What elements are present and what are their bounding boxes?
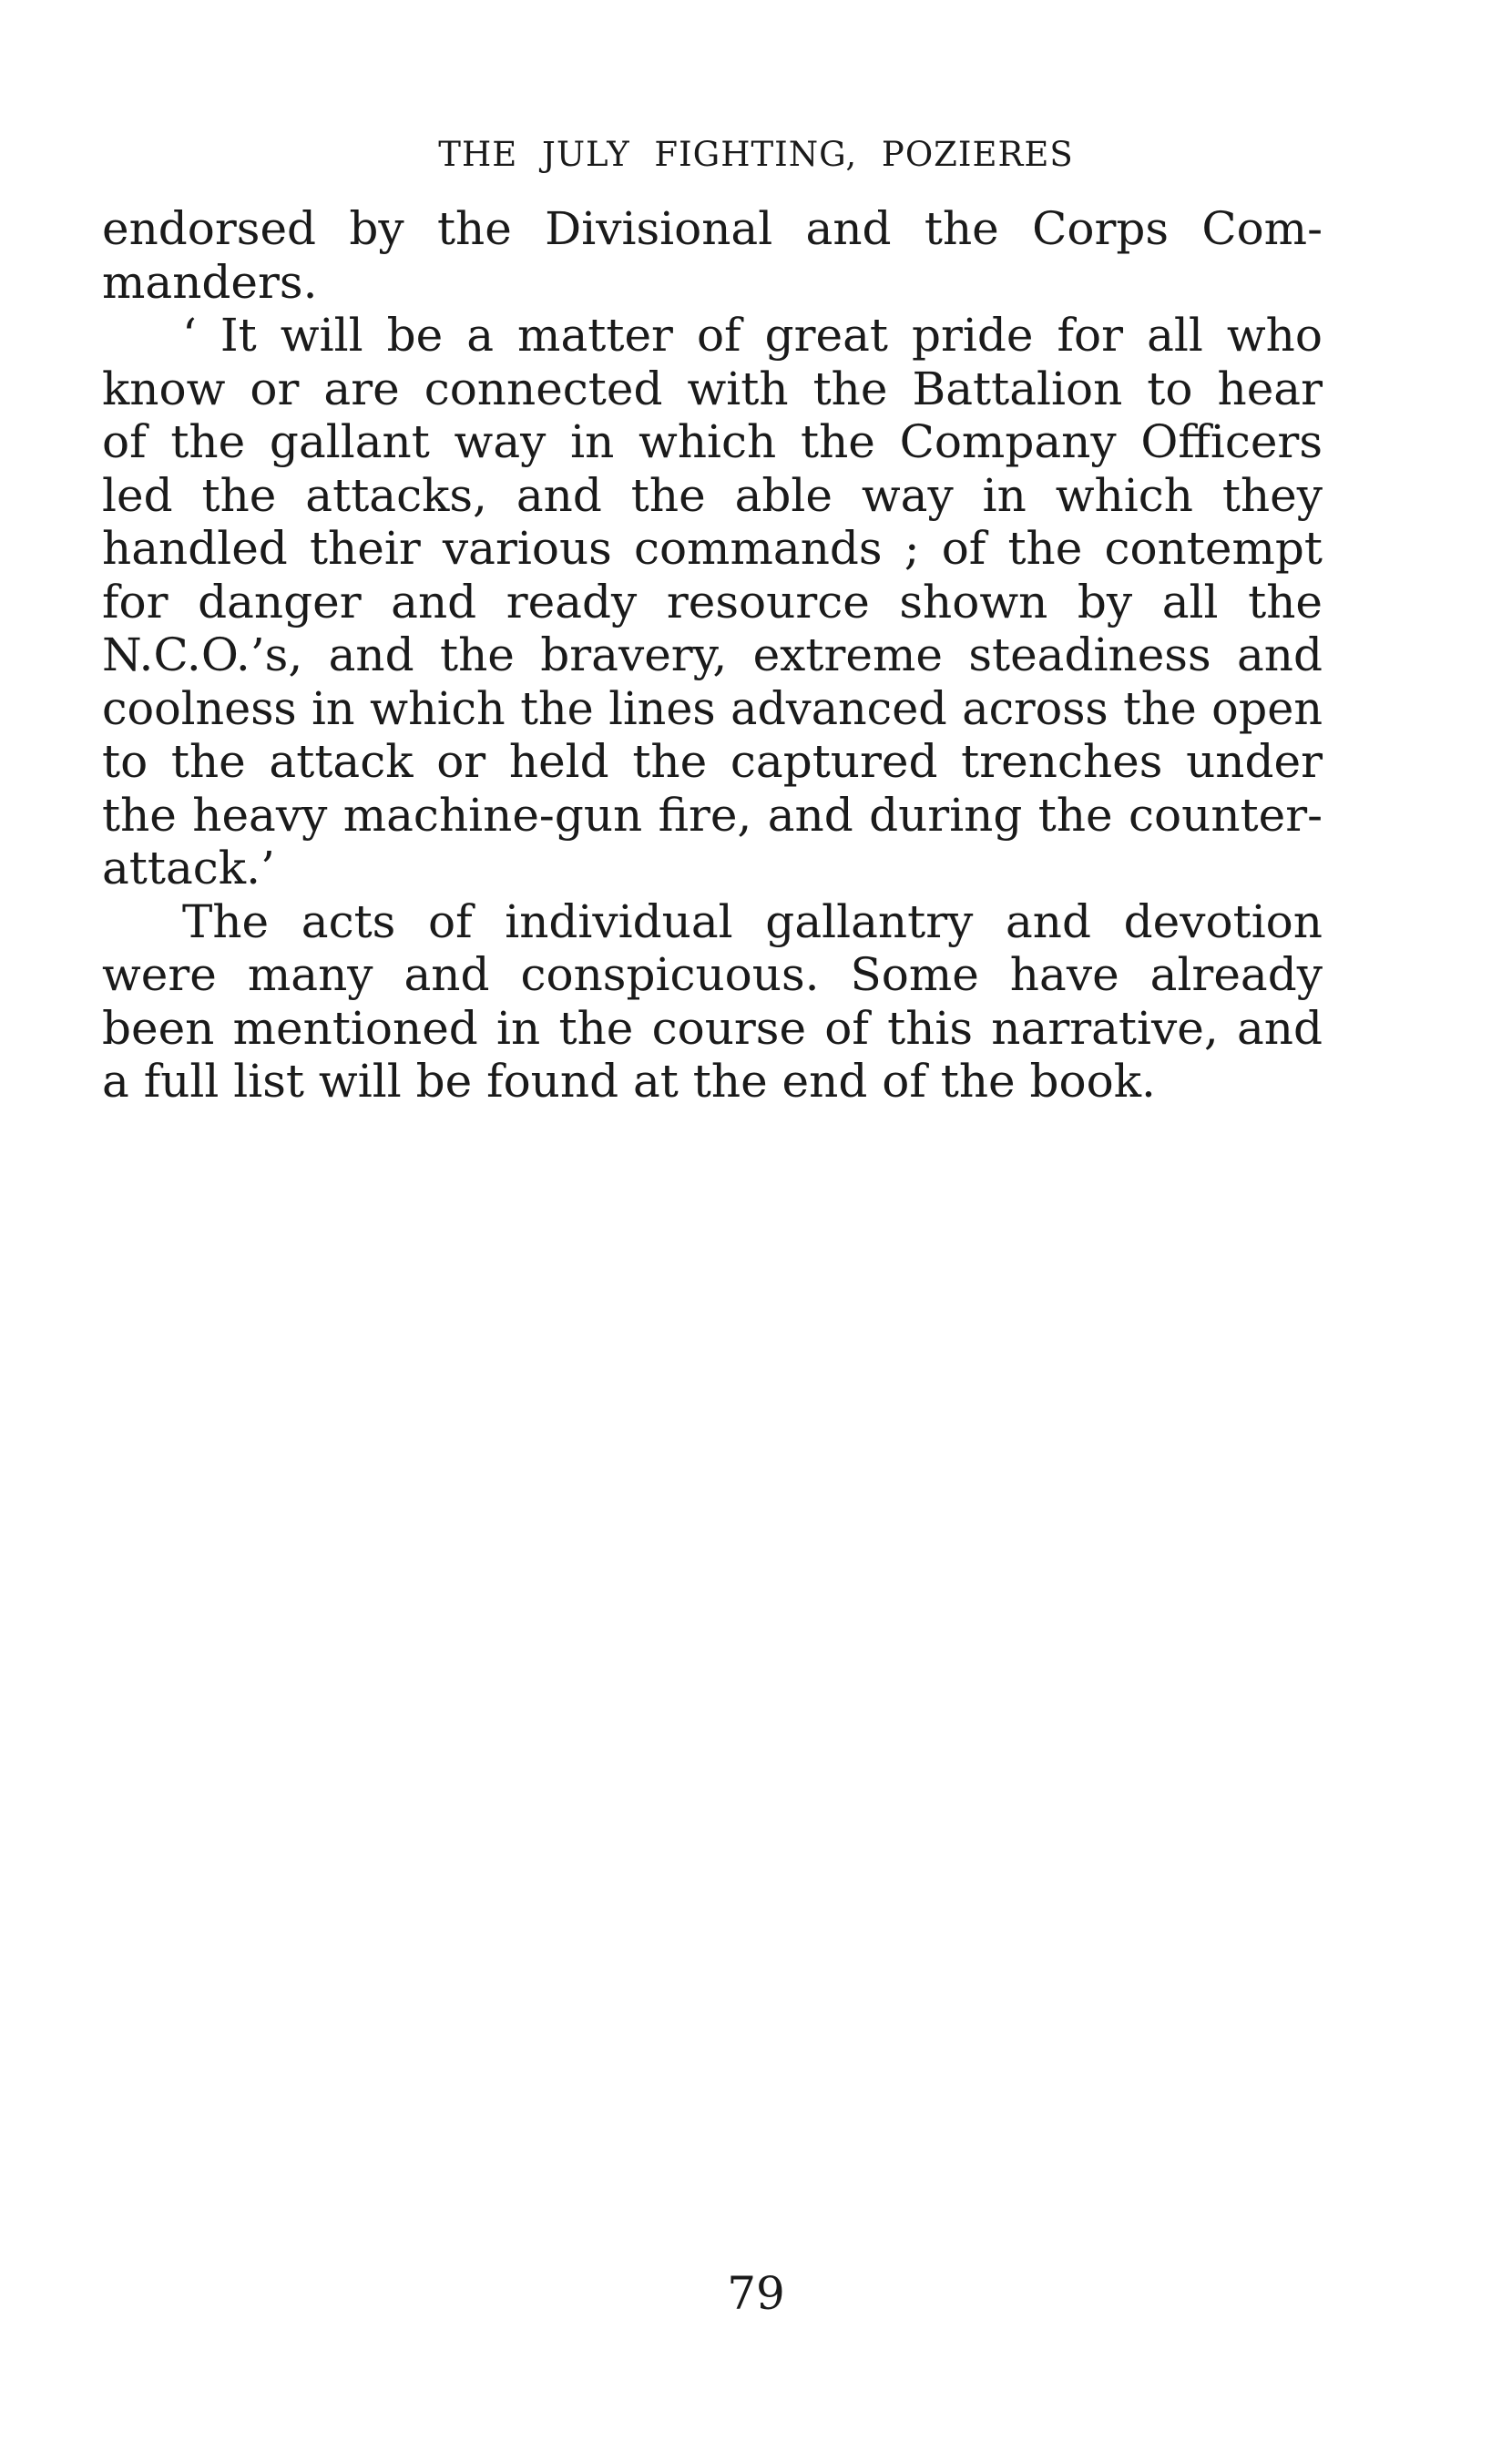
text-line: to the attack or held the captured trenches under [102,735,1323,788]
text-line: a full list will be found at the end of the book. [102,1055,1156,1108]
text-line: endorsed by the Divisional and the Corps Com- [102,202,1323,255]
running-head: THE JULY FIGHTING, POZIERES [438,135,1074,174]
text-line: manders. [102,255,318,309]
text-line: of the gallant way in which the Company Officers [102,415,1323,468]
text-line: The acts of individual gallantry and devotion [182,894,1323,948]
text-line: know or are connected with the Battalion to hear [102,362,1323,415]
text-line: the heavy machine-gun fire, and during the counter- [102,788,1323,842]
body-text [102,202,1323,1109]
page-number: 79 [727,2267,785,2320]
text-line: attack.’ [102,842,275,894]
text-line: been mentioned in the course of this narrative, and [102,1001,1323,1055]
text-line: coolness in which the lines advanced across the open [102,681,1323,735]
text-line: were many and conspicuous. Some have already [102,948,1323,1001]
text-line: N.C.O.’s, and the bravery, extreme steadiness and [102,628,1323,681]
text-line: ‘ It will be a matter of great pride for all who [182,309,1323,362]
text-line: handled their various commands ; of the contempt [102,522,1323,575]
text-line: for danger and ready resource shown by all the [102,575,1323,628]
text-line: led the attacks, and the able way in which they [102,468,1323,522]
